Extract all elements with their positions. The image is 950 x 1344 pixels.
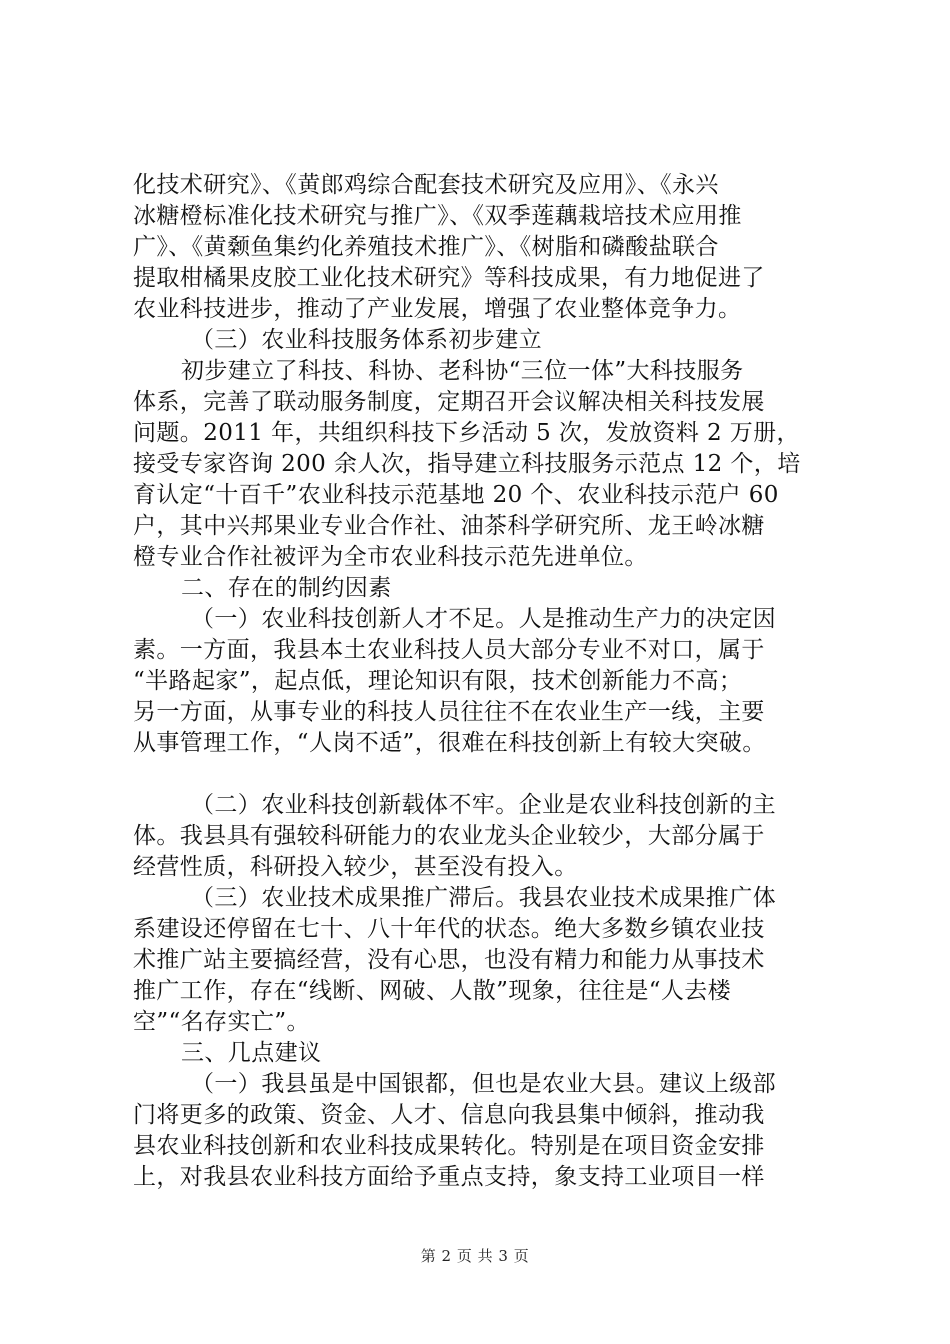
text-line: 推广工作，存在“线断、网破、人散”现象，往往是“人去楼 [133, 978, 732, 1004]
section-heading: 二、存在的制约因素 [181, 575, 392, 601]
section-heading: 三、几点建议 [181, 1040, 322, 1066]
text-line: 体。我县具有强较科研能力的农业龙头企业较少，大部分属于 [133, 823, 765, 849]
text-line: 县农业科技创新和农业科技成果转化。特别是在项目资金安排 [133, 1133, 765, 1159]
text-line: 提取柑橘果皮胶工业化技术研究》等科技成果，有力地促进了 [133, 265, 765, 291]
text-line: 冰糖橙标准化技术研究与推广》、《双季莲藕栽培技术应用推 [133, 203, 742, 229]
text-line: 术推广站主要搞经营，没有心思，也没有精力和能力从事技术 [133, 947, 765, 973]
text-line: 户，其中兴邦果业专业合作社、油茶科学研究所、龙王岭冰糖 [133, 513, 765, 539]
text-line: （三）农业技术成果推广滞后。我县农业技术成果推广体 [191, 885, 776, 911]
text-line: （一）农业科技创新人才不足。人是推动生产力的决定因 [191, 606, 776, 632]
text-line: “半路起家”，起点低，理论知识有限，技术创新能力不高； [133, 668, 743, 694]
text-line: 问题。2011 年，共组织科技下乡活动 5 次，发放资料 2 万册， [133, 420, 800, 446]
section-heading: （三）农业科技服务体系初步建立 [191, 327, 542, 353]
document-body [133, 170, 833, 1193]
text-line: 素。一方面，我县本土农业科技人员大部分专业不对口，属于 [133, 637, 765, 663]
text-line: （二）农业科技创新载体不牢。企业是农业科技创新的主 [191, 792, 776, 818]
text-line: 从事管理工作，“人岗不适”，很难在科技创新上有较大突破。 [133, 730, 766, 756]
text-line: 化技术研究》、《黄郎鸡综合配套技术研究及应用》、《永兴 [133, 172, 719, 198]
text-line: 系建设还停留在七十、八十年代的状态。绝大多数乡镇农业技 [133, 916, 765, 942]
paragraph-gap [133, 759, 833, 790]
text-line: 育认定“十百千”农业科技示范基地 20 个、农业科技示范户 60 [133, 482, 779, 508]
text-line: 初步建立了科技、科协、老科协“三位一体”大科技服务 [181, 358, 744, 384]
text-line: 空”“名存实亡”。 [133, 1009, 310, 1035]
text-line: （一）我县虽是中国银都，但也是农业大县。建议上级部 [191, 1071, 776, 1097]
text-line: 接受专家咨询 200 余人次，指导建立科技服务示范点 12 个，培 [133, 451, 801, 477]
text-line: 农业科技进步，推动了产业发展，增强了农业整体竞争力。 [133, 296, 742, 322]
text-line: 橙专业合作社被评为全市农业科技示范先进单位。 [133, 544, 648, 570]
text-line: 上，对我县农业科技方面给予重点支持，象支持工业项目一样 [133, 1164, 765, 1190]
text-line: 广》、《黄颡鱼集约化养殖技术推广》、《树脂和磷酸盐联合 [133, 234, 719, 260]
page-number-footer: 第 2 页 共 3 页 [420, 1247, 530, 1265]
text-line: 经营性质，科研投入较少，甚至没有投入。 [133, 854, 578, 880]
text-line: 另一方面，从事专业的科技人员往往不在农业生产一线，主要 [133, 699, 765, 725]
text-line: 体系，完善了联动服务制度，定期召开会议解决相关科技发展 [133, 389, 765, 415]
text-line: 门将更多的政策、资金、人才、信息向我县集中倾斜，推动我 [133, 1102, 765, 1128]
